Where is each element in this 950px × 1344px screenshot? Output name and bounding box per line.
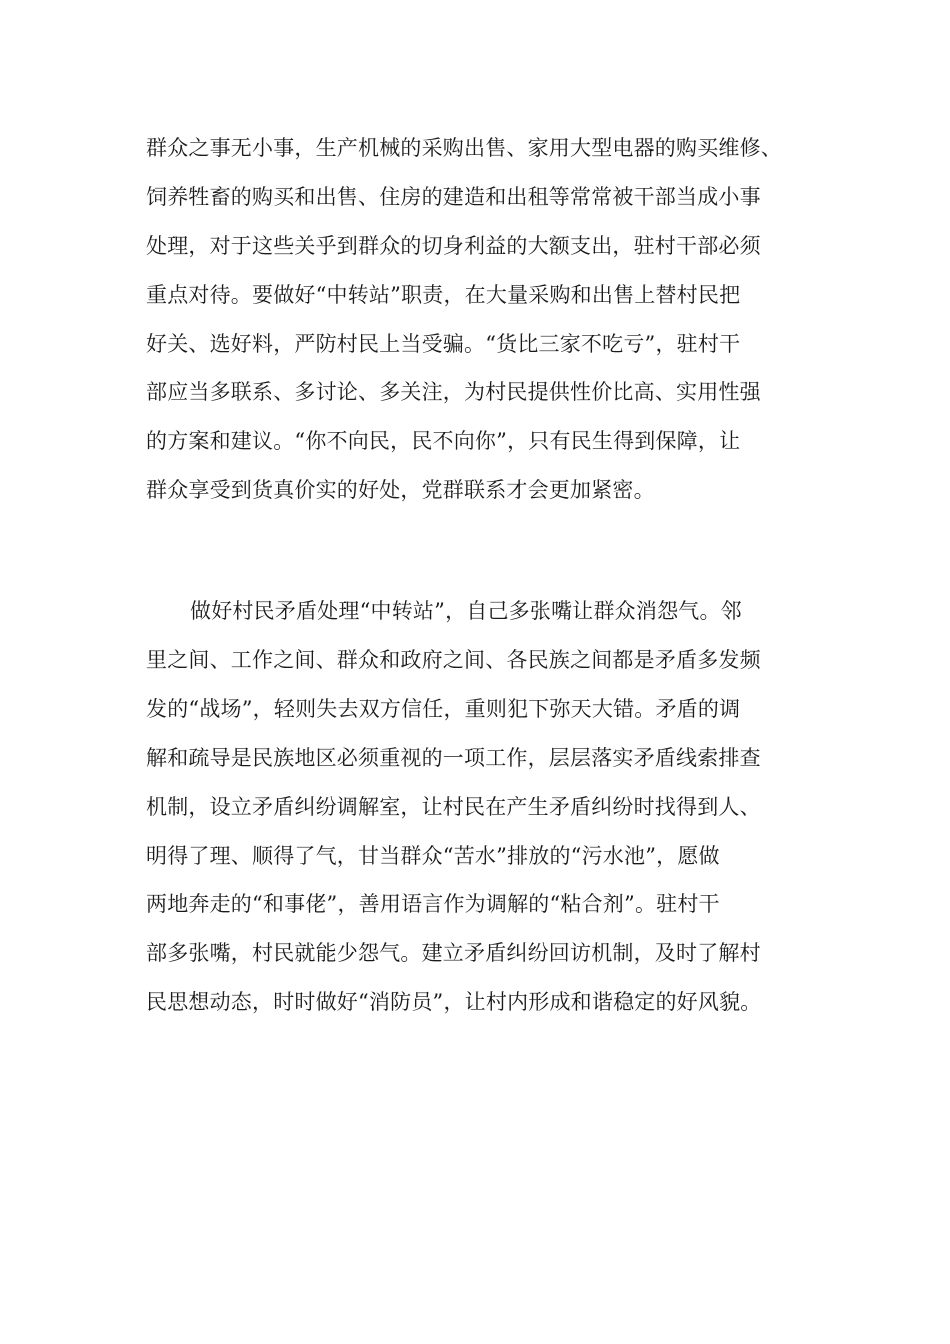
text-line: 重点对待。要做好“中转站”职责，在大量采购和出售上替村民把 [146, 282, 741, 307]
paragraph-spacer [146, 515, 806, 587]
text-line: 里之间、工作之间、群众和政府之间、各民族之间都是矛盾多发频 [146, 648, 761, 673]
text-line: 做好村民矛盾处理“中转站”，自己多张嘴让群众消怨气。邻 [190, 599, 742, 624]
paragraph-1 [146, 124, 806, 515]
text-line: 发的“战场”，轻则失去双方信任，重则犯下弥天大错。矛盾的调 [146, 696, 741, 721]
text-line: 饲养牲畜的购买和出售、住房的建造和出租等常常被干部当成小事 [146, 184, 761, 209]
text-line: 处理，对于这些关乎到群众的切身利益的大额支出，驻村干部必须 [146, 233, 761, 258]
text-line: 机制，设立矛盾纠纷调解室，让村民在产生矛盾纠纷时找得到人、 [146, 794, 761, 819]
document-body [146, 124, 806, 1027]
text-line: 两地奔走的“和事佬”，善用语言作为调解的“粘合剂”。驻村干 [146, 892, 720, 917]
text-line: 好关、选好料，严防村民上当受骗。“货比三家不吃亏”，驻村干 [146, 331, 741, 356]
text-line: 的方案和建议。“你不向民，民不向你”，只有民生得到保障，让 [146, 429, 741, 454]
text-line: 部多张嘴，村民就能少怨气。建立矛盾纠纷回访机制，及时了解村 [146, 941, 761, 966]
text-line: 明得了理、顺得了气，甘当群众“苦水”排放的“污水池”，愿做 [146, 843, 720, 868]
paragraph-2 [146, 587, 806, 1027]
text-line: 群众享受到货真价实的好处，党群联系才会更加紧密。 [146, 478, 655, 503]
text-line: 解和疏导是民族地区必须重视的一项工作，层层落实矛盾线索排查 [146, 745, 761, 770]
text-line: 群众之事无小事，生产机械的采购出售、家用大型电器的购买维修、 [146, 136, 782, 160]
text-line: 民思想动态，时时做好“消防员”，让村内形成和谐稳定的好风貌。 [146, 990, 762, 1015]
text-line: 部应当多联系、多讨论、多关注，为村民提供性价比高、实用性强 [146, 380, 761, 405]
